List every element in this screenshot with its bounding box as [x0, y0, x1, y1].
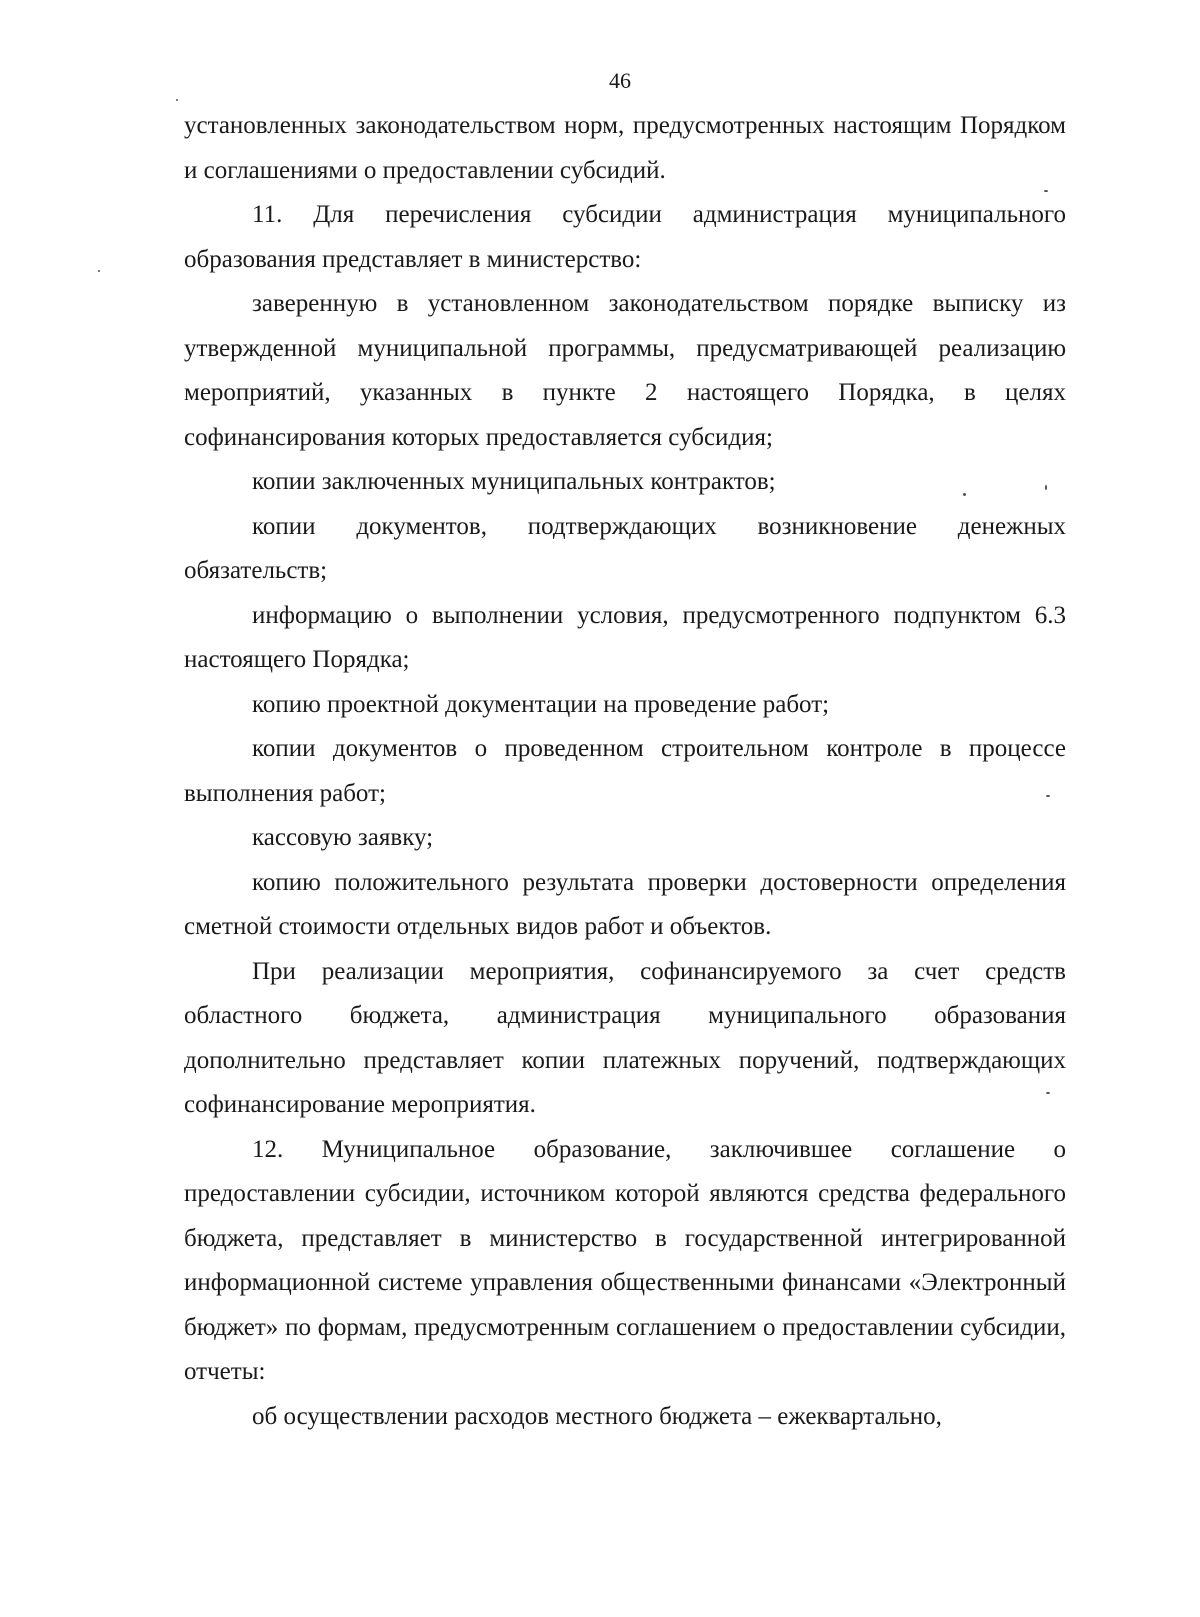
scan-speck — [1045, 485, 1047, 490]
paragraph-continuation: установленных законодательством норм, предусмотренных настоящим Порядком и соглашениями о предоставлении субсидий. — [184, 112, 1066, 184]
paragraph-cost-verification: копию положительного результата проверки достоверности определения сметной стоимости отдельных видов работ и объектов. — [184, 868, 1066, 940]
document-body — [184, 104, 1066, 1439]
paragraph-obligations: копии документов, подтверждающих возникновение денежных обязательств; — [184, 512, 1066, 584]
scan-speck — [1046, 795, 1050, 797]
paragraph-program-extract: заверенную в установленном законодательством порядке выписку из утвержденной муниципальной программы, предусматривающей реализацию мероприятий, указанных в пункте 2 настоящего Порядка, в целях софинансирования которых предоставляется субсидия; — [184, 290, 1066, 451]
scan-speck — [98, 270, 100, 272]
paragraph-cash-request: кассовую заявку; — [252, 824, 434, 851]
paragraph-item-12: 12. Муниципальное образование, заключившее соглашение о предоставлении субсидии, источником которой являются средства федерального бюджета, представляет в министерство в государственной интегрированной информационной системе управления общественными финансами «Электронный бюджет» по формам, предусмотренным соглашением о предоставлении субсидии, отчеты: — [184, 1135, 1066, 1385]
paragraph-regional-cofinancing: При реализации мероприятия, софинансируемого за счет средств областного бюджета, администрация муниципального образования дополнительно представляет копии платежных поручений, подтверждающих софинансирование мероприятия. — [184, 957, 1066, 1118]
scan-speck — [176, 99, 178, 101]
paragraph-project-docs: копию проектной документации на проведение работ; — [252, 690, 830, 718]
scan-speck — [1044, 190, 1048, 192]
paragraph-item-11: 11. Для перечисления субсидии администрация муниципального образования представляет в министерство: — [184, 201, 1066, 273]
paragraph-condition-info: информацию о выполнении условия, предусмотренного подпунктом 6.3 настоящего Порядка; — [184, 601, 1066, 673]
paragraph-contracts: копии заключенных муниципальных контрактов; — [252, 468, 776, 495]
page-number: 46 — [609, 68, 631, 93]
scan-speck — [963, 493, 966, 496]
paragraph-local-budget-reports: об осуществлении расходов местного бюджета – ежеквартально, — [252, 1402, 942, 1430]
scan-speck — [1046, 1092, 1050, 1094]
paragraph-construction-control: копии документов о проведенном строительном контроле в процессе выполнения работ; — [184, 735, 1066, 807]
